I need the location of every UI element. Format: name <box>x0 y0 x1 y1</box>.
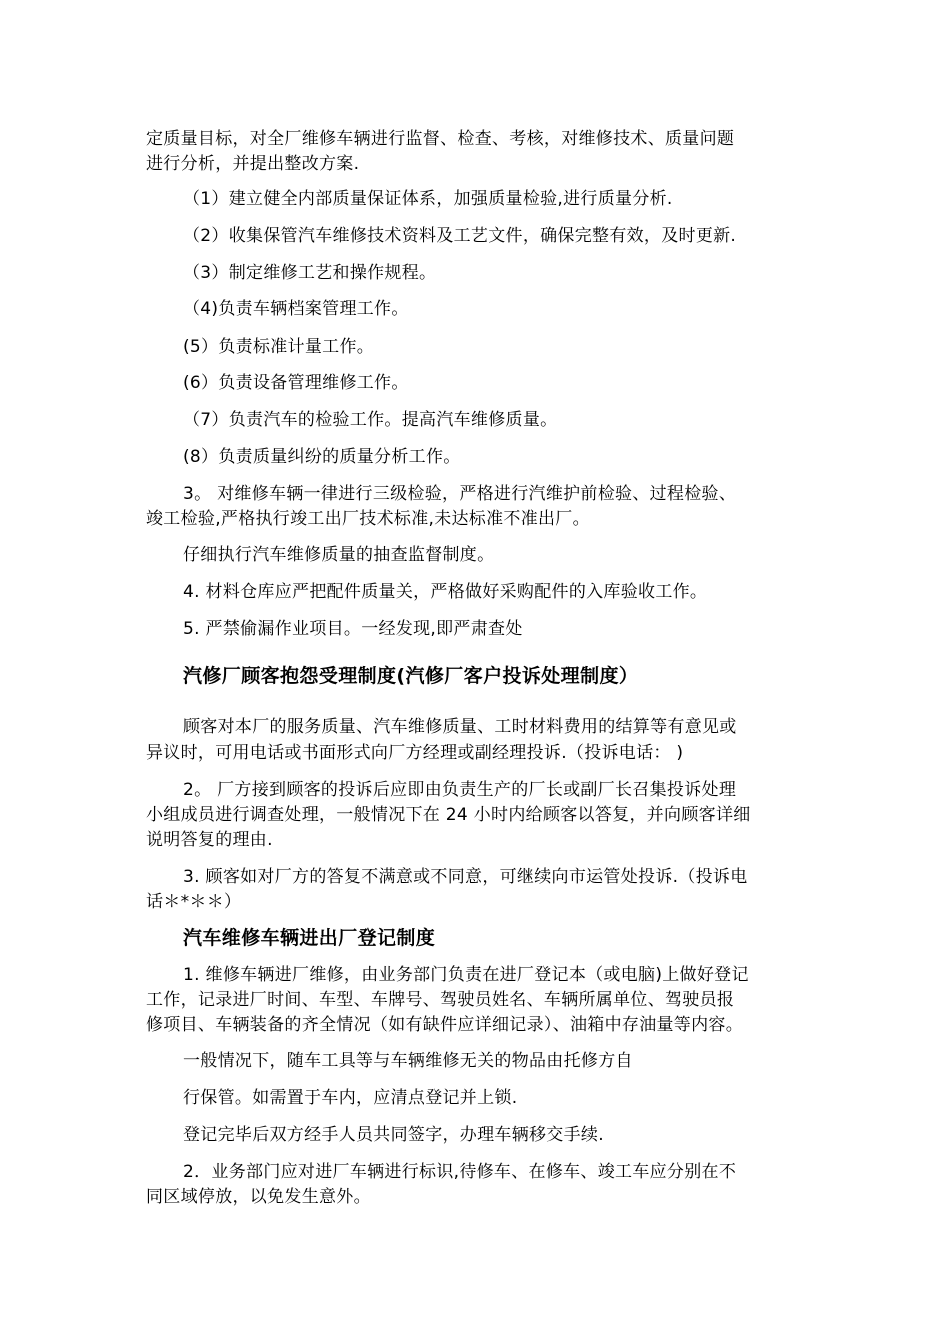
paragraph-line: 修项目、车辆装备的齐全情况（如有缺件应详细记录）、油箱中存油量等内容。 <box>146 1015 743 1035</box>
paragraph-line: 工作，记录进厂时间、车型、车牌号、驾驶员姓名、车辆所属单位、驾驶员报 <box>146 990 735 1010</box>
paragraph-line: 说明答复的理由. <box>146 830 273 850</box>
paragraph-line: 行保管。如需置于车内，应清点登记并上锁. <box>183 1088 518 1108</box>
paragraph-line: 竣工检验,严格执行竣工出厂技术标准,未达标准不准出厂。 <box>146 509 590 529</box>
paragraph-line: 仔细执行汽车维修质量的抽查监督制度。 <box>183 545 495 565</box>
paragraph-line: 异议时，可用电话或书面形式向厂方经理或副经理投诉.（投诉电话： ) <box>146 743 684 763</box>
section-heading: 汽车维修车辆进出厂登记制度 <box>183 927 436 949</box>
paragraph-line: 登记完毕后双方经手人员共同签字，办理车辆移交手续. <box>183 1125 604 1145</box>
paragraph-line: 小组成员进行调查处理，一般情况下在 24 小时内给顾客以答复，并向顾客详细 <box>146 805 751 825</box>
paragraph-line: 4. 材料仓库应严把配件质量关，严格做好采购配件的入库验收工作。 <box>183 582 708 602</box>
list-item: （2）收集保管汽车维修技术资料及工艺文件，确保完整有效，及时更新. <box>183 226 737 246</box>
list-item: （4)负责车辆档案管理工作。 <box>183 299 409 319</box>
list-item: （7）负责汽车的检验工作。提高汽车维修质量。 <box>183 410 558 430</box>
paragraph-line: 1. 维修车辆进厂维修，由业务部门负责在进厂登记本（或电脑)上做好登记 <box>183 965 749 985</box>
paragraph-line: 2。 厂方接到顾客的投诉后应即由负责生产的厂长或副厂长召集投诉处理 <box>183 780 737 800</box>
paragraph-line: 定质量目标，对全厂维修车辆进行监督、检查、考核，对维修技术、质量问题 <box>146 129 735 149</box>
list-item: (8）负责质量纠纷的质量分析工作。 <box>183 447 461 467</box>
paragraph-line: 话＊*＊＊） <box>146 892 242 912</box>
list-item: (6）负责设备管理维修工作。 <box>183 373 409 393</box>
paragraph-line: 5. 严禁偷漏作业项目。一经发现,即严肃查处 <box>183 619 523 639</box>
paragraph-line: 同区域停放，以免发生意外。 <box>146 1187 371 1207</box>
list-item: (5）负责标准计量工作。 <box>183 337 375 357</box>
list-item: （3）制定维修工艺和操作规程。 <box>183 263 437 283</box>
list-item: （1）建立健全内部质量保证体系，加强质量检验,进行质量分析. <box>183 189 673 209</box>
section-heading: 汽修厂顾客抱怨受理制度(汽修厂客户投诉处理制度） <box>183 665 639 687</box>
paragraph-line: 2．业务部门应对进厂车辆进行标识,待修车、在修车、竣工车应分别在不 <box>183 1162 737 1182</box>
paragraph-line: 进行分析，并提出整改方案. <box>146 154 360 174</box>
paragraph-line: 3. 顾客如对厂方的答复不满意或不同意，可继续向市运管处投诉.（投诉电 <box>183 867 748 887</box>
paragraph-line: 3。 对维修车辆一律进行三级检验，严格进行汽维护前检验、过程检验、 <box>183 484 737 504</box>
paragraph-line: 一般情况下，随车工具等与车辆维修无关的物品由托修方自 <box>183 1051 633 1071</box>
paragraph-line: 顾客对本厂的服务质量、汽车维修质量、工时材料费用的结算等有意见或 <box>183 717 737 737</box>
